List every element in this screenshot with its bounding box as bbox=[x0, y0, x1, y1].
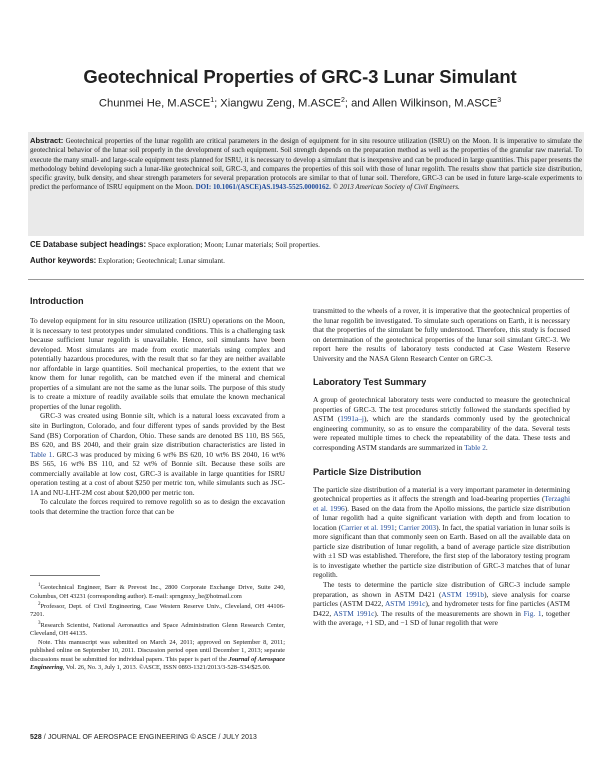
author-keywords-text: Exploration; Geotechnical; Lunar simulant. bbox=[96, 256, 225, 265]
intro-paragraph-2: GRC-3 was created using Bonnie silt, which is a natural loess excavated from a site in Burlington, Colorado, and four different types of sands provided by the Best Sand (BS) Corporation of Chardon, Ohio. These sands are denoted BS 110, BS 565, BS 620, and BS 2040, and their grain size distribution characteristics are listed in Table 1. GRC-3 was produced by mixing 6 wt% BS 620, 10 wt% BS 2040, 16 wt% BS 565, 16 wt% BS 110, and 52 wt% of Bonnie silt. Because these soils are commercially available at low cost, GRC-3 is available in large quantities for ISRU operation testing at a cost of about $250 per metric ton, while simulants such as JSC-1A and NU-LHT-2M cost about $20,000 per metric ton. bbox=[30, 411, 285, 497]
footnote-1: $^1$Geotechnical Engineer, Barr & Prevost Inc., 2800 Corporate Exchange Drive, Suite 240, Columbus, OH 43231 (corresponding author). E-mail: sprngmxy_he@hotmail.com bbox=[30, 583, 285, 600]
table-1-link[interactable]: Table 1 bbox=[30, 449, 53, 459]
lab-test-paragraph: A group of geotechnical laboratory tests were conducted to measure the geotechnical properties of GRC-3. The test procedures strictly followed the standards specified by ASTM (1991a–j), which are the standards commonly used by the geotechnical engineering community, so as to ensure the comparability of the data. Several tests were repeated multiple times to check the repeatability of the data. These tests and corresponding ASTM standards are summarized in Table 2. bbox=[313, 395, 570, 453]
subject-headings-text: Space exploration; Moon; Lunar materials; Soil properties. bbox=[146, 240, 320, 249]
astm-1991c-link-2[interactable]: ASTM 1991c bbox=[333, 608, 375, 618]
fig-1-link[interactable]: Fig. 1 bbox=[523, 608, 542, 618]
footnote-2: $^2$Professor, Dept. of Civil Engineering, Case Western Reserve Univ., Cleveland, OH 44106-7201. bbox=[30, 601, 285, 619]
author-2-affil: 2 bbox=[340, 97, 345, 104]
abstract-label: Abstract: bbox=[30, 136, 64, 145]
psd-paragraph-1: The particle size distribution of a material is a very important parameter in determining geotechnical properties as it affects the strength and load-bearing properties (Terzaghi et al. 1996). Based on the data from the Apollo missions, the particle size distribution of lunar regolith had a quite significant variation with depth and from location to location (Carrier et al. 1991; Carrier 2003). In fact, the spatial variation in lunar soils is more significant than that commonly seen on Earth. Based on all the available data on particle size distribution of lunar regolith, a band of average particle size distribution with ±1 SD was established. Therefore, the first step of the laboratory testing program is to investigate whether the particle size distribution of GRC-3 matches that of lunar regolith. bbox=[313, 484, 570, 580]
author-line bbox=[0, 97, 600, 110]
author-keywords bbox=[30, 256, 582, 266]
author-1-affil: 1 bbox=[210, 97, 215, 104]
astm-1991c-link[interactable]: ASTM 1991c bbox=[384, 599, 426, 609]
introduction-heading: Introduction bbox=[30, 296, 84, 306]
carrier-1991-link[interactable]: Carrier et al. 1991 bbox=[341, 522, 395, 532]
section-divider bbox=[28, 279, 584, 280]
psd-paragraph-2: The tests to determine the particle size distribution of GRC-3 include sample preparation, as shown in ASTM D421 (ASTM 1991b), sieve analysis for coarse particles (ASTM D422, ASTM 1991c), and hydrometer tests for fine particles (ASTM D422, ASTM 1991c). The results of the measurements are shown in Fig. 1, together with the average, +1 SD, and −1 SD of lunar regolith that were bbox=[313, 580, 571, 628]
author-3-affil: 3 bbox=[497, 97, 502, 104]
paper-title: Geotechnical Properties of GRC-3 Lunar Simulant bbox=[83, 66, 517, 87]
footnote-3: $^3$Research Scientist, National Aeronautics and Space Administration Glenn Research Center, Cleveland, OH 44135. bbox=[30, 620, 285, 638]
astm-1991b-link[interactable]: ASTM 1991b bbox=[441, 589, 485, 599]
manuscript-note: Note. This manuscript was submitted on March 24, 2011; approved on September 8, 2011; published online on September 10, 2011. Discussion period open until December 1, 2013; separate discussions must be submitted for individual papers. This paper is part of the Journal of Aerospace Engineering, Vol. 26, No. 3, July 1, 2013. ©ASCE, ISSN 0893-1321/2013/3-528–534/$25.00. bbox=[30, 638, 285, 671]
author-3: ; and Allen Wilkinson, M.ASCE bbox=[344, 97, 498, 110]
lab-test-heading: Laboratory Test Summary bbox=[313, 377, 427, 388]
author-2: ; Xiangwu Zeng, M.ASCE bbox=[214, 97, 341, 110]
terzaghi-link[interactable]: Terzaghi et al. 1996 bbox=[313, 494, 570, 513]
author-1: Chunmei He, M.ASCE bbox=[98, 97, 211, 110]
subject-headings bbox=[30, 240, 582, 250]
page-footer bbox=[30, 734, 257, 741]
page-number: 528 bbox=[30, 734, 42, 741]
subject-headings-label: CE Database subject headings: bbox=[30, 240, 147, 249]
doi-link[interactable]: DOI: 10.1061/(ASCE)AS.1943-5525.0000162. bbox=[195, 183, 331, 192]
copyright: © 2013 American Society of Civil Engineers. bbox=[330, 183, 460, 192]
abstract-text: Geotechnical properties of the lunar regolith are critical parameters in the design of equipment for in situ resource utilization (ISRU) on the Moon. It is imperative to simulate the geotechnical behavior of the lunar soil properly in the development of such equipment. Soil strength depends on the preparation method as well as the properties of the granular raw material. To execute the many small- and large-scale equipment tests planned for ISRU, it is necessary to develop a simulant that is inexpensive and can be produced in large quantities. This paper presents the methodology behind developing such a lunar-like geotechnical soil, GRC-3, and compares the properties of this soil with those of lunar regolith. The results show that particle size distribution, specific gravity, bulk density, and shear strength parameters for several preparation protocols are similar to that of lunar soil. Therefore, GRC-3 can be used in future large-scale experiments to predict the performance of ISRU equipment on the Moon. bbox=[30, 137, 582, 192]
astm-1991-link[interactable]: 1991a–j bbox=[340, 414, 364, 424]
intro-paragraph-3: To calculate the forces required to remove regolith so as to design the excavation tools that determine the traction force that can be bbox=[30, 497, 285, 516]
left-column bbox=[30, 295, 285, 516]
journal-name: Journal of Aerospace Engineering bbox=[30, 655, 285, 671]
carrier-2003-link[interactable]: Carrier 2003 bbox=[398, 522, 437, 532]
footnote-divider bbox=[30, 575, 100, 576]
table-2-link[interactable]: Table 2 bbox=[464, 443, 486, 453]
footnotes bbox=[30, 582, 285, 672]
intro-paragraph-1: To develop equipment for in situ resource utilization (ISRU) operations on the Moon, it is necessary to test prototypes under simulated conditions. This is a challenging task because sufficient lunar regolith is unavailable. Hence, soil simulants have been developed. Most simulants are made from exotic materials using complex and potentially hazardous procedures, with the result that so far they are neither available nor affordable in large quantities. Soil mechanical properties, to the extent that we know them for lunar regolith, can be matched even if the mineral and chemical properties of a simulant are not the same as the lunar soils. The purpose of this study is to create a mixture of readily available soils that emulate the known mechanical properties of the lunar regolith. bbox=[30, 316, 285, 411]
journal-footer: / JOURNAL OF AEROSPACE ENGINEERING © ASCE / JULY 2013 bbox=[41, 734, 257, 741]
author-keywords-label: Author keywords: bbox=[30, 256, 97, 265]
intro-continuation: transmitted to the wheels of a rover, it is imperative that the geotechnical properties of the lunar regolith be investigated. To simulate such operations on Earth, it is necessary that the properties of the simulant be fully understood. Therefore, this study is focused on determination of the geotechnical properties of the lunar soil simulant GRC-3. We report here the results of laboratory tests conducted at Case Western Reserve University and the NASA Glenn Research Center on GRC-3. bbox=[313, 306, 570, 363]
right-column bbox=[313, 306, 570, 628]
particle-size-heading: Particle Size Distribution bbox=[313, 466, 422, 477]
abstract bbox=[30, 136, 582, 193]
